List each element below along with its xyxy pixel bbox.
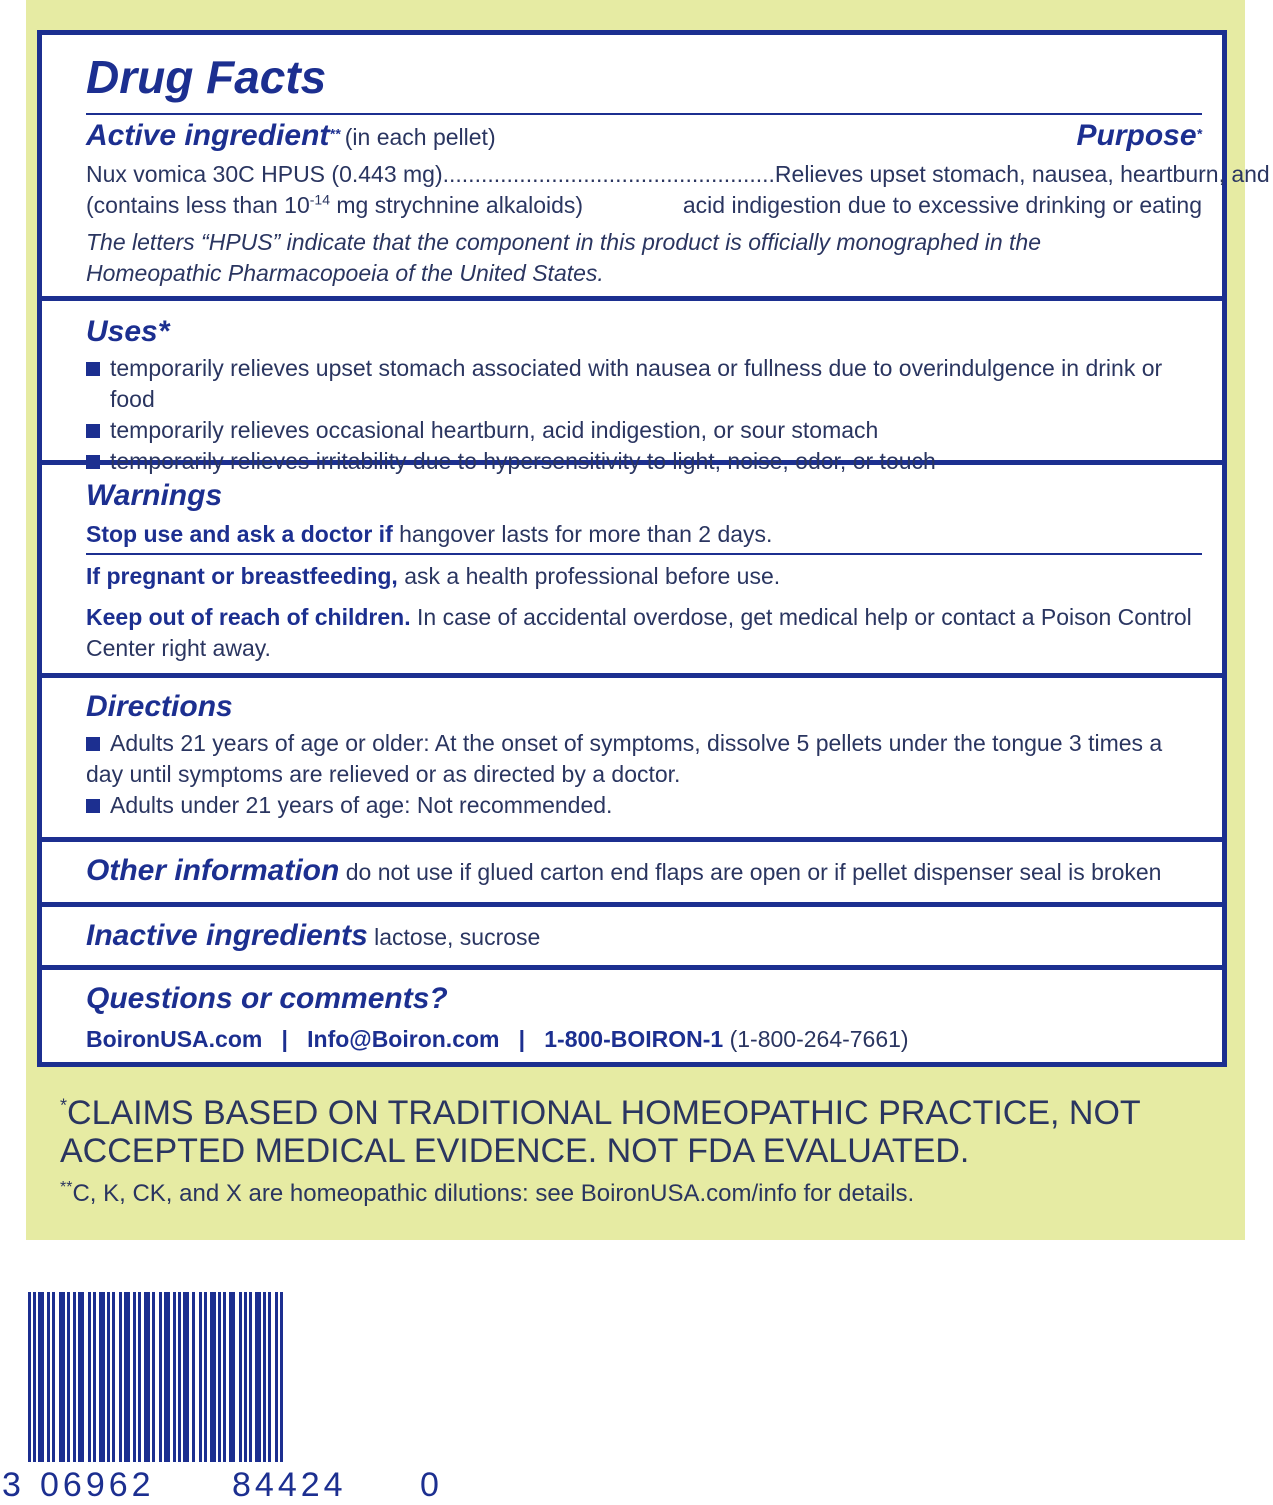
stop-use-bold: Stop use and ask a doctor if	[86, 521, 393, 547]
keep-out-bold: Keep out of reach of children.	[86, 604, 411, 630]
contact-line	[86, 1024, 1202, 1055]
stop-use-line	[86, 519, 1202, 550]
keep-out-text: In case of accidental overdose, get medical help or contact a Poison Control Center right away.	[86, 604, 1192, 661]
bullet-square	[86, 424, 100, 438]
barcode-digits-left: 06962	[40, 1466, 155, 1504]
dilution-note	[60, 1180, 914, 1208]
bullet-square	[86, 799, 100, 813]
bullet-square	[86, 362, 100, 376]
warnings-section	[42, 465, 1222, 678]
keep-out-line	[86, 602, 1192, 664]
active-ingredient-section	[42, 35, 1270, 301]
other-info-section	[42, 842, 1222, 907]
barcode-digit-first: 3	[2, 1466, 21, 1504]
strychnine-note	[86, 190, 583, 221]
phone-link[interactable]: 1-800-BOIRON-1	[544, 1026, 724, 1052]
bullet-square	[86, 737, 100, 751]
pregnant-text: ask a health professional before use.	[397, 563, 781, 589]
active-ingredient-name: Nux vomica 30C HPUS (0.443 mg)	[86, 161, 443, 187]
other-info-heading: Other information	[86, 854, 340, 887]
claims-text: CLAIMS BASED ON TRADITIONAL HOMEOPATHIC PRACTICE, NOT ACCEPTED MEDICAL EVIDENCE. NOT FDA EVALUATED.	[60, 1094, 1141, 1170]
strychnine-note-b: mg strychnine alkaloids)	[329, 192, 584, 218]
purpose-heading: Purpose	[1076, 119, 1197, 152]
questions-heading: Questions or comments?	[86, 982, 448, 1015]
uses-item	[86, 415, 1202, 446]
separator: |	[518, 1026, 526, 1052]
uses-item-text: temporarily relieves irritability due to hypersensitivity to light, noise, odor, or touch	[110, 448, 936, 474]
pregnant-line	[86, 561, 1202, 592]
email-link[interactable]: Info@Boiron.com	[307, 1026, 500, 1052]
directions-section	[42, 678, 1222, 842]
claims-disclaimer	[60, 1094, 1240, 1170]
directions-heading: Directions	[86, 690, 233, 723]
separator: |	[281, 1026, 288, 1052]
hpus-note: The letters “HPUS” indicate that the component in this product is officially monographed in the Homeopathic Pharmacopoeia of the United States.	[86, 229, 1041, 286]
pregnant-bold: If pregnant or breastfeeding,	[86, 563, 398, 589]
strychnine-note-a: (contains less than 10	[86, 192, 310, 218]
barcode-digits-right: 84424	[232, 1466, 347, 1504]
claims-sup: *	[60, 1095, 68, 1116]
drug-facts-box	[37, 30, 1270, 1067]
stop-use-text: hangover lasts for more than 2 days.	[392, 521, 773, 547]
active-note: (in each pellet)	[344, 124, 496, 150]
inactive-text: lactose, sucrose	[367, 924, 541, 950]
barcode-digit-last: 0	[420, 1466, 439, 1504]
barcode-gap	[283, 1292, 285, 1462]
warnings-heading: Warnings	[86, 479, 223, 512]
purpose-line2: acid indigestion due to excessive drinking or eating	[682, 192, 1202, 218]
directions-item-text: Adults 21 years of age or older: At the onset of symptoms, dissolve 5 pellets under the tongue 3 times a day until symptoms are relieved or as directed by a doctor.	[86, 730, 1163, 787]
barcode	[28, 1292, 432, 1462]
phone-number: (1-800-264-7661)	[723, 1026, 909, 1052]
questions-section	[42, 970, 1222, 1062]
directions-item	[86, 790, 1192, 821]
directions-item	[86, 728, 1192, 790]
uses-item	[86, 353, 1202, 415]
uses-item-text: temporarily relieves occasional heartburn, acid indigestion, or sour stomach	[110, 417, 879, 443]
uses-heading: Uses*	[86, 315, 170, 348]
directions-item-text: Adults under 21 years of age: Not recommended.	[110, 792, 613, 818]
inactive-heading: Inactive ingredients	[86, 919, 368, 952]
uses-item-text: temporarily relieves upset stomach associated with nausea or fullness due to overindulgence in drink or food	[110, 355, 1163, 412]
warnings-rule	[86, 553, 1202, 555]
title-rule	[86, 113, 1202, 115]
purpose-line1: Relieves upset stomach, nausea, heartburn, and	[774, 161, 1270, 187]
active-heading-sup: **	[329, 125, 341, 142]
active-ingredient-heading: Active ingredient	[86, 119, 330, 152]
purpose-sup: *	[1196, 125, 1202, 142]
dilution-sup: **	[60, 1179, 73, 1196]
leader-dots: ....................................................	[442, 161, 775, 187]
other-info-text: do not use if glued carton end flaps are open or if pellet dispenser seal is broken	[339, 859, 1162, 885]
drug-facts-title: Drug Facts	[86, 51, 327, 103]
dilution-text: C, K, CK, and X are homeopathic dilutions: see BoironUSA.com/info for details.	[72, 1180, 915, 1207]
strychnine-exponent: -14	[309, 191, 330, 208]
website-link[interactable]: BoironUSA.com	[86, 1026, 263, 1052]
uses-section	[42, 301, 1222, 474]
inactive-section	[42, 907, 1222, 970]
